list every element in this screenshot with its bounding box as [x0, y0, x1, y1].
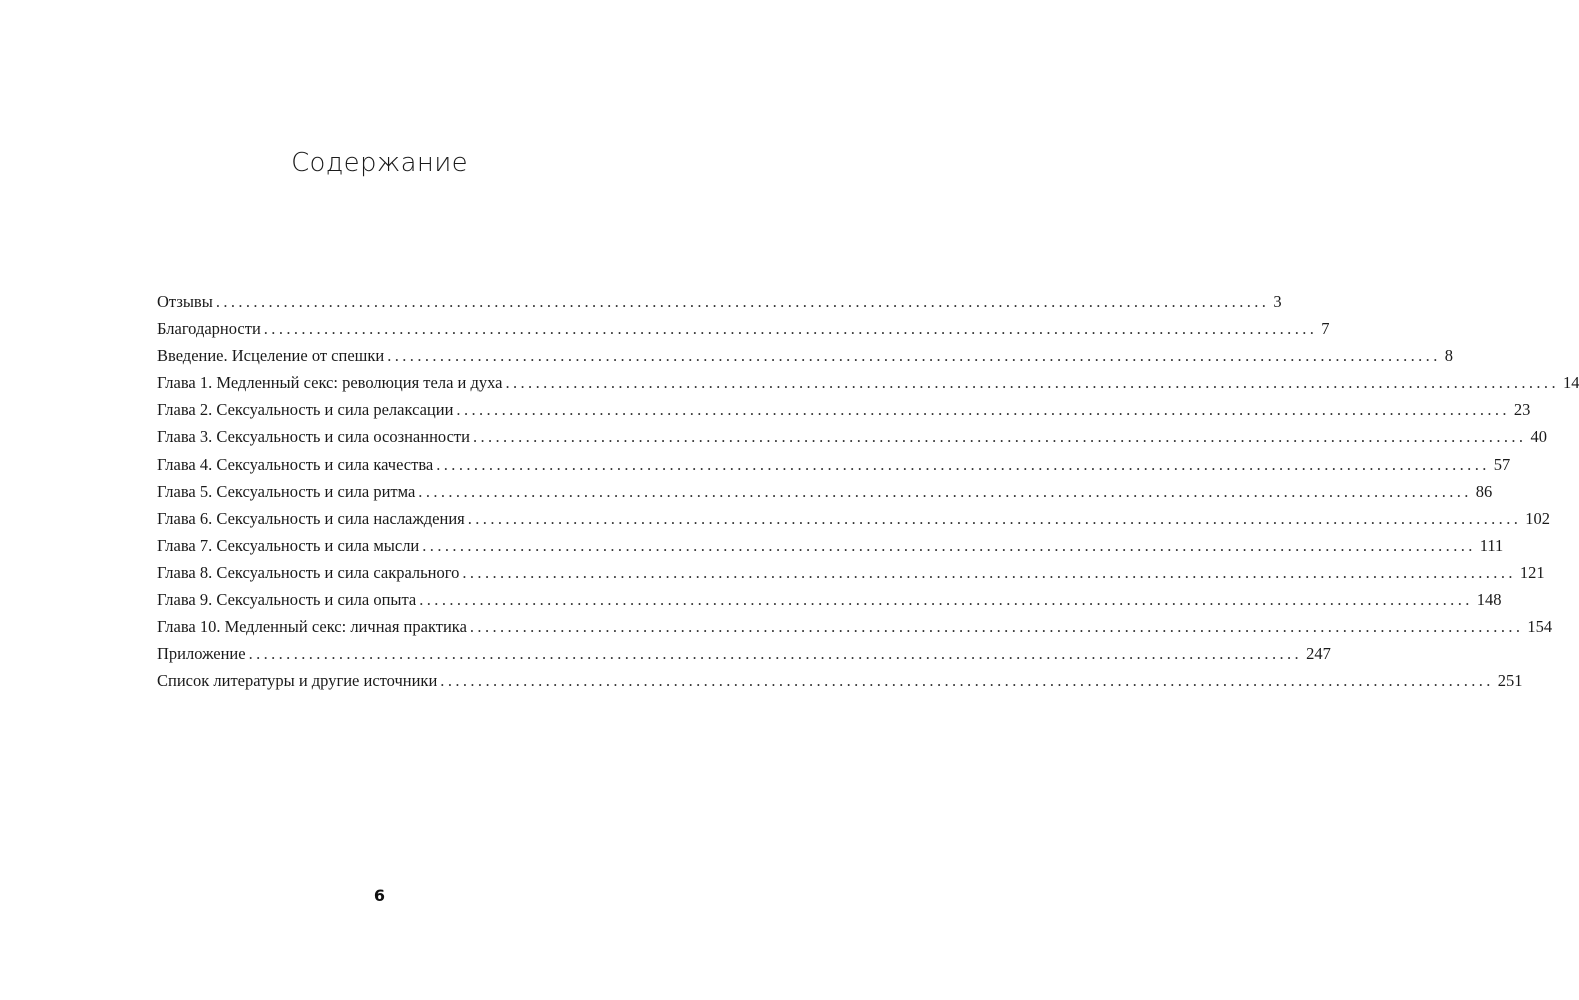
toc-entry-title: Отзывы	[157, 292, 213, 311]
toc-entry-page: 40	[1530, 427, 1547, 447]
toc-entry-title: Глава 6. Сексуальность и сила наслаждения	[157, 508, 465, 528]
dot-leader: ............................................................................................................................................	[462, 562, 1516, 582]
toc-entry-title: Глава 10. Медленный секс: личная практика	[157, 617, 467, 637]
toc-entry	[157, 315, 1330, 342]
toc-entry-title: Введение. Исцеление от спешки	[157, 346, 385, 366]
dot-leader: ............................................................................................................................................	[440, 671, 1494, 691]
toc-entry-page: 121	[1519, 562, 1545, 582]
toc-entry-page: 247	[1306, 644, 1331, 664]
toc-entry	[157, 532, 1504, 559]
toc-entry-title: Приложение	[157, 644, 246, 664]
toc-entry-page: 3	[1273, 292, 1282, 311]
toc-entry-title: Глава 9. Сексуальность и сила опыта	[157, 590, 417, 610]
toc-entry-page: 86	[1475, 481, 1493, 501]
toc-entry-page: 7	[1321, 319, 1330, 339]
toc-entry	[157, 478, 1493, 505]
toc-entry	[157, 559, 1545, 586]
toc-entry	[157, 640, 1331, 667]
toc-entry-title: Список литературы и другие источники	[157, 671, 438, 691]
dot-leader: ............................................................................................................................................	[436, 454, 1490, 474]
toc-entry-page: 148	[1476, 590, 1502, 610]
dot-leader: ............................................................................................................................................	[456, 400, 1510, 420]
toc-entry	[157, 288, 1282, 315]
toc-entry-title: Глава 2. Сексуальность и сила релаксации	[157, 400, 454, 420]
dot-leader: ............................................................................................................................................	[387, 346, 1441, 366]
toc-entry-title: Благодарности	[157, 319, 261, 339]
dot-leader: ............................................................................................................................................	[263, 319, 1318, 339]
toc-entry	[157, 613, 1553, 640]
toc-entry-page: 23	[1513, 400, 1531, 420]
toc-entry-title: Глава 5. Сексуальность и сила ритма	[157, 481, 416, 501]
toc-entry	[157, 505, 1550, 532]
dot-leader: ............................................................................................................................................	[419, 590, 1473, 610]
toc-entry	[157, 342, 1453, 369]
toc-entry-title: Глава 8. Сексуальность и сила сакрального	[157, 562, 460, 582]
toc-entry-page: 14	[1562, 373, 1579, 393]
toc-entry	[157, 667, 1523, 694]
dot-leader: ............................................................................................................................................	[418, 481, 1472, 501]
toc-entry	[157, 451, 1511, 478]
toc-entry-page: 8	[1444, 346, 1453, 366]
table-of-contents	[157, 288, 1579, 694]
toc-entry	[157, 586, 1502, 613]
toc-entry-page: 102	[1525, 508, 1550, 528]
toc-entry	[157, 396, 1531, 423]
page-title: Содержание	[291, 148, 468, 178]
toc-entry-page: 154	[1527, 617, 1553, 637]
dot-leader: ............................................................................................................................................	[472, 427, 1527, 447]
toc-entry-page: 111	[1479, 535, 1504, 555]
toc-entry-title: Глава 4. Сексуальность и сила качества	[157, 454, 434, 474]
dot-leader: ............................................................................................................................................	[467, 508, 1522, 528]
dot-leader: ............................................................................................................................................	[248, 644, 1303, 664]
dot-leader: ............................................................................................................................................	[469, 617, 1524, 637]
toc-entry-page: 251	[1497, 671, 1523, 691]
toc-entry	[157, 423, 1547, 450]
page-number: 6	[373, 886, 386, 905]
toc-entry-title: Глава 7. Сексуальность и сила мысли	[157, 535, 420, 555]
toc-entry-title: Глава 3. Сексуальность и сила осознанности	[157, 427, 470, 447]
dot-leader: ............................................................................................................................................	[422, 535, 1476, 555]
toc-entry-page: 57	[1493, 454, 1511, 474]
dot-leader: ............................................................................................................................................	[505, 373, 1559, 393]
toc-entry-title: Глава 1. Медленный секс: революция тела и духа	[157, 373, 503, 393]
dot-leader: ............................................................................................................................................	[215, 292, 1270, 311]
toc-entry	[157, 369, 1579, 396]
